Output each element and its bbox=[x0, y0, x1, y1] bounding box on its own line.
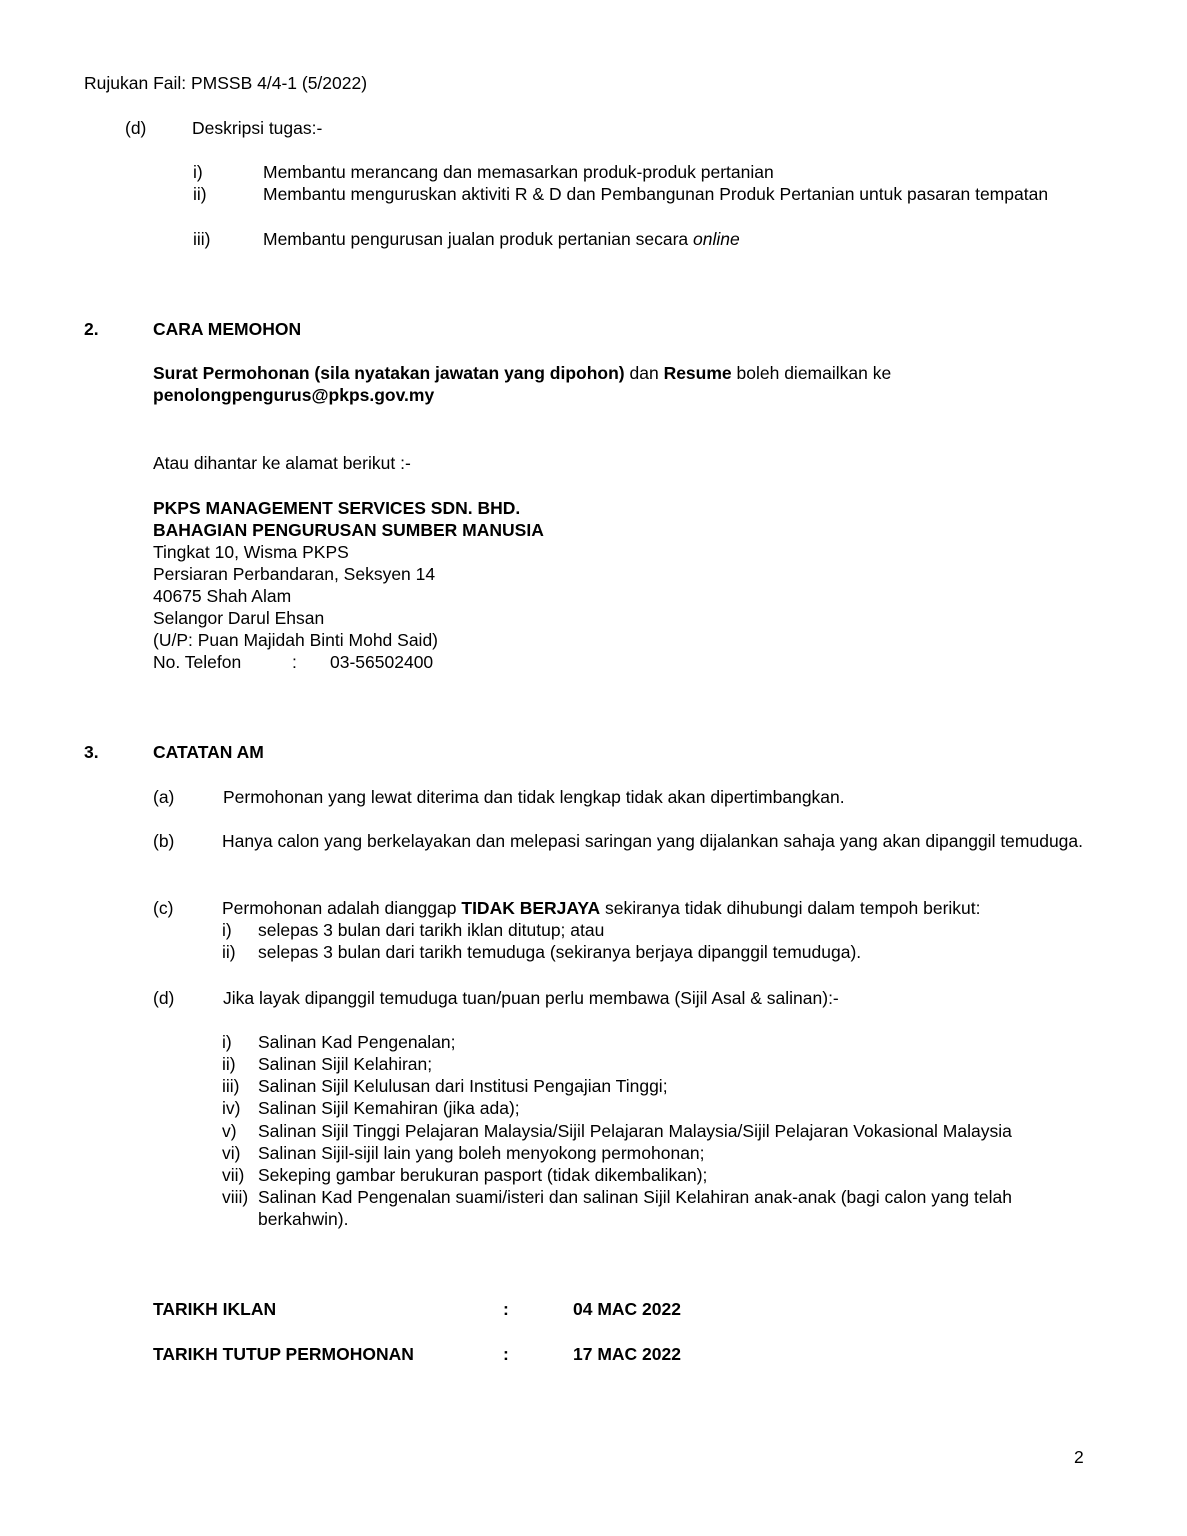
document-item-number: v) bbox=[222, 1121, 237, 1141]
application-email-link[interactable]: penolongpengurus@pkps.gov.my bbox=[153, 385, 435, 405]
task-item-text-main: Membantu pengurusan jualan produk pertanian secara bbox=[263, 229, 694, 249]
phone-label: No. Telefon bbox=[153, 652, 242, 672]
task-item-text: Membantu merancang dan memasarkan produk-produk pertanian bbox=[263, 162, 774, 182]
email-instruction-text: boleh diemailkan ke bbox=[731, 363, 892, 383]
phone-colon: : bbox=[292, 652, 297, 672]
task-item-number: ii) bbox=[193, 184, 207, 204]
closing-date-label: TARIKH TUTUP PERMOHONAN bbox=[153, 1344, 414, 1364]
address-line: Selangor Darul Ehsan bbox=[153, 608, 325, 628]
note-d-text: Jika layak dipanggil temuduga tuan/puan perlu membawa (Sijil Asal & salinan):- bbox=[223, 988, 839, 1008]
note-b-text: Hanya calon yang berkelayakan dan melepasi saringan yang dijalankan sahaja yang akan dipanggil temuduga. bbox=[222, 831, 1084, 851]
note-c-text-start: Permohonan adalah dianggap bbox=[222, 898, 462, 918]
task-item-text-italic: online bbox=[693, 229, 740, 249]
document-item-text: Salinan Sijil Kelulusan dari Institusi Pengajian Tinggi; bbox=[258, 1076, 668, 1096]
resume-label: Resume bbox=[663, 363, 732, 383]
address-line: 40675 Shah Alam bbox=[153, 586, 292, 606]
task-item-text bbox=[263, 228, 740, 250]
alternative-intro: Atau dihantar ke alamat berikut :- bbox=[153, 453, 411, 473]
document-item-number: ii) bbox=[222, 1054, 236, 1074]
application-letter-label: Surat Permohonan (sila nyatakan jawatan yang dipohon) bbox=[153, 363, 625, 383]
note-c-item-number: ii) bbox=[222, 942, 236, 962]
note-c-item-text: selepas 3 bulan dari tarikh temuduga (sekiranya berjaya dipanggil temuduga). bbox=[258, 942, 862, 962]
document-item-text: Salinan Sijil Kelahiran; bbox=[258, 1054, 433, 1074]
section-2-title: CARA MEMOHON bbox=[153, 319, 302, 339]
note-c-item-number: i) bbox=[222, 920, 232, 940]
task-item-number: iii) bbox=[193, 229, 211, 249]
document-item-number: iii) bbox=[222, 1076, 240, 1096]
note-a-label: (a) bbox=[153, 787, 175, 807]
address-company: PKPS MANAGEMENT SERVICES SDN. BHD. bbox=[153, 498, 521, 518]
file-reference: Rujukan Fail: PMSSB 4/4-1 (5/2022) bbox=[84, 73, 368, 93]
address-line: Tingkat 10, Wisma PKPS bbox=[153, 542, 349, 562]
document-item-text: Salinan Sijil Kemahiran (jika ada); bbox=[258, 1098, 520, 1118]
page-number: 2 bbox=[1074, 1447, 1084, 1467]
unsuccessful-label: TIDAK BERJAYA bbox=[461, 898, 601, 918]
document-item-number: viii) bbox=[222, 1187, 249, 1207]
task-item-text: Membantu menguruskan aktiviti R & D dan Pembangunan Produk Pertanian untuk pasaran tempatan bbox=[263, 184, 1049, 204]
section-d-title: Deskripsi tugas:- bbox=[192, 118, 323, 138]
document-item-text: Salinan Sijil-sijil lain yang boleh menyokong permohonan; bbox=[258, 1143, 705, 1163]
address-line: (U/P: Puan Majidah Binti Mohd Said) bbox=[153, 630, 438, 650]
address-department: BAHAGIAN PENGURUSAN SUMBER MANUSIA bbox=[153, 520, 544, 540]
document-item-number: vii) bbox=[222, 1165, 245, 1185]
note-c-text bbox=[222, 897, 981, 919]
ad-date-label: TARIKH IKLAN bbox=[153, 1299, 277, 1319]
note-d-label: (d) bbox=[153, 988, 175, 1008]
document-item-number: vi) bbox=[222, 1143, 241, 1163]
task-item-number: i) bbox=[193, 162, 203, 182]
ad-date-colon: : bbox=[503, 1299, 509, 1319]
note-b-label: (b) bbox=[153, 831, 175, 851]
ad-date-value: 04 MAC 2022 bbox=[573, 1299, 681, 1319]
section-3-title: CATATAN AM bbox=[153, 742, 264, 762]
application-instruction bbox=[153, 362, 891, 384]
connector-text: dan bbox=[624, 363, 664, 383]
note-c-text-end: sekiranya tidak dihubungi dalam tempoh berikut: bbox=[600, 898, 981, 918]
address-line: Persiaran Perbandaran, Seksyen 14 bbox=[153, 564, 436, 584]
phone-number: 03-56502400 bbox=[330, 652, 434, 672]
document-item-number: i) bbox=[222, 1032, 232, 1052]
document-item-text: Salinan Kad Pengenalan suami/isteri dan salinan Sijil Kelahiran anak-anak (bagi calon yang telah berkahwin). bbox=[258, 1187, 1012, 1229]
section-d-label: (d) bbox=[125, 118, 147, 138]
document-item-text: Sekeping gambar berukuran pasport (tidak dikembalikan); bbox=[258, 1165, 708, 1185]
document-item-number: iv) bbox=[222, 1098, 241, 1118]
closing-date-value: 17 MAC 2022 bbox=[573, 1344, 681, 1364]
note-c-label: (c) bbox=[153, 898, 174, 918]
section-2-number: 2. bbox=[84, 319, 99, 339]
closing-date-colon: : bbox=[503, 1344, 509, 1364]
document-item-text: Salinan Sijil Tinggi Pelajaran Malaysia/Sijil Pelajaran Malaysia/Sijil Pelajaran Vokasional Malaysia bbox=[258, 1121, 1012, 1141]
note-c-item-text: selepas 3 bulan dari tarikh iklan ditutup; atau bbox=[258, 920, 605, 940]
note-a-text: Permohonan yang lewat diterima dan tidak lengkap tidak akan dipertimbangkan. bbox=[223, 787, 845, 807]
section-3-number: 3. bbox=[84, 742, 99, 762]
document-item-text: Salinan Kad Pengenalan; bbox=[258, 1032, 456, 1052]
